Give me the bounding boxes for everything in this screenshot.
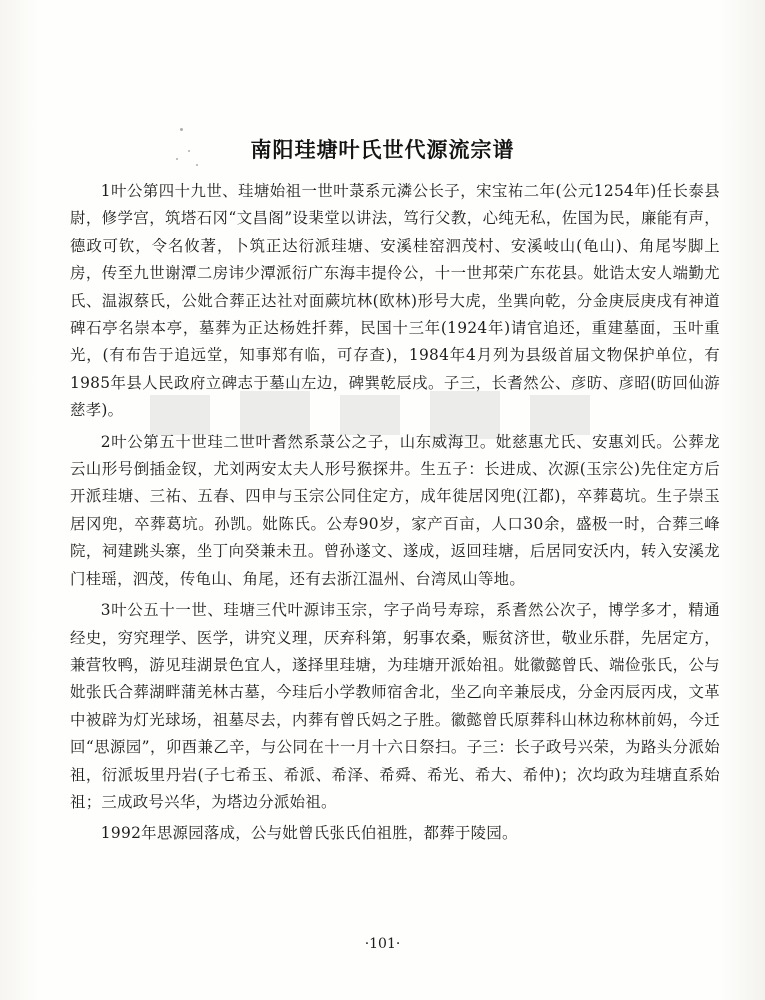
paragraph-4: 1992年思源园落成，公与妣曾氏张氏伯祖胜，都葬于陵园。 xyxy=(100,824,518,843)
paragraph-2: 2叶公第五十世珪二世叶耆然系菉公之子，山东威海卫。妣慈惠尤氏、安惠刘氏。公葬龙云山形号倒插金钗，尤刘两安太夫人形号猴探井。生五子：长进成、次源(玉宗公)先住定方后开派珪塘、三祐、五春、四申与玉宗公同住定方，成年徙居冈兜(江都)，卒葬葛坑。生子崇玉居冈兜，卒葬葛坑。孙凯。妣陈氏。公寿90岁，家产百亩，人口30余，盛极一时，合葬三峰院，祠建跳头寨，坐丁向癸兼未丑。曾孙遂文、遂成，返回珪塘，后居同安沃内，转入安溪龙门桂瑶，泗茂，传龟山、角尾，还有去浙江温州、台湾凤山等地。 xyxy=(70,432,720,588)
scan-speckle xyxy=(180,128,183,131)
page-number: ·101· xyxy=(364,936,401,952)
paragraph-3: 3叶公五十一世、珪塘三代叶源讳玉宗，字子尚号寿琮，系耆然公次子，博学多才，精通经史，穷究理学、医学，讲究义理，厌弃科第，躬事农桑，赈贫济世，敬业乐群，先居定方，兼营牧鸭，游见珪湖景色宜人，遂择里珪塘，为珪塘开派始祖。妣徽懿曾氏、端俭张氏，公与妣张氏合葬湖畔蒲羌林古墓，今珪后小学教师宿舍北，坐乙向辛兼辰戌，分金丙辰丙戌，文革中被辟为灯光球场，祖墓尽去，内葬有曾氏妈之子胜。徽懿曾氏原葬科山林边称林前妈，今迁回“思源园”，卯酉兼乙辛，与公同在十一月十六日祭扫。子三：长子政号兴荣，为路头分派始祖，衍派坂里丹岩(子七希玉、希派、希泽、希舜、希光、希大、希仲)；次均政为珪塘直系始祖；三成政号兴华，为塔边分派始祖。 xyxy=(70,601,720,811)
scan-speckle xyxy=(196,164,198,166)
document-body xyxy=(70,178,720,852)
page-title: 南阳珪塘叶氏世代源流宗谱 xyxy=(250,138,515,163)
paragraph-1: 1叶公第四十九世、珪塘始祖一世叶菉系元潾公长子，宋宝祐二年(公元1254年)任长泰县尉，修学宫，筑塔石冈“文昌阁”设棐堂以讲法，笃行父教，心纯无私，佐国为民，廉能有声，德政可钦，令名攸著，卜筑正达衍派珪塘、安溪桂窑泗茂村、安溪岐山(龟山)、角尾岑脚上房，传至九世谢潭二房讳少潭派衍广东海丰提伶公，十一世邦荣广东花县。妣诰太安人端勤尤氏、温淑蔡氏，公妣合葬正达社对面蕨坑林(欧林)形号大虎，坐巽向乾，分金庚辰庚戌有神道碑石亭名崇本亭，墓葬为正达杨姓扦葬，民国十三年(1924年)请官追还，重建墓面，玉叶重光，(有布告于追远堂，知事郑有临，可存查)，1984年4月列为县级首届文物保护单位，有1985年县人民政府立碑志于墓山左边，碑巽乾辰戌。子三，长耆然公、彦昉、彦昭(昉回仙游慈孝)。 xyxy=(70,182,720,420)
